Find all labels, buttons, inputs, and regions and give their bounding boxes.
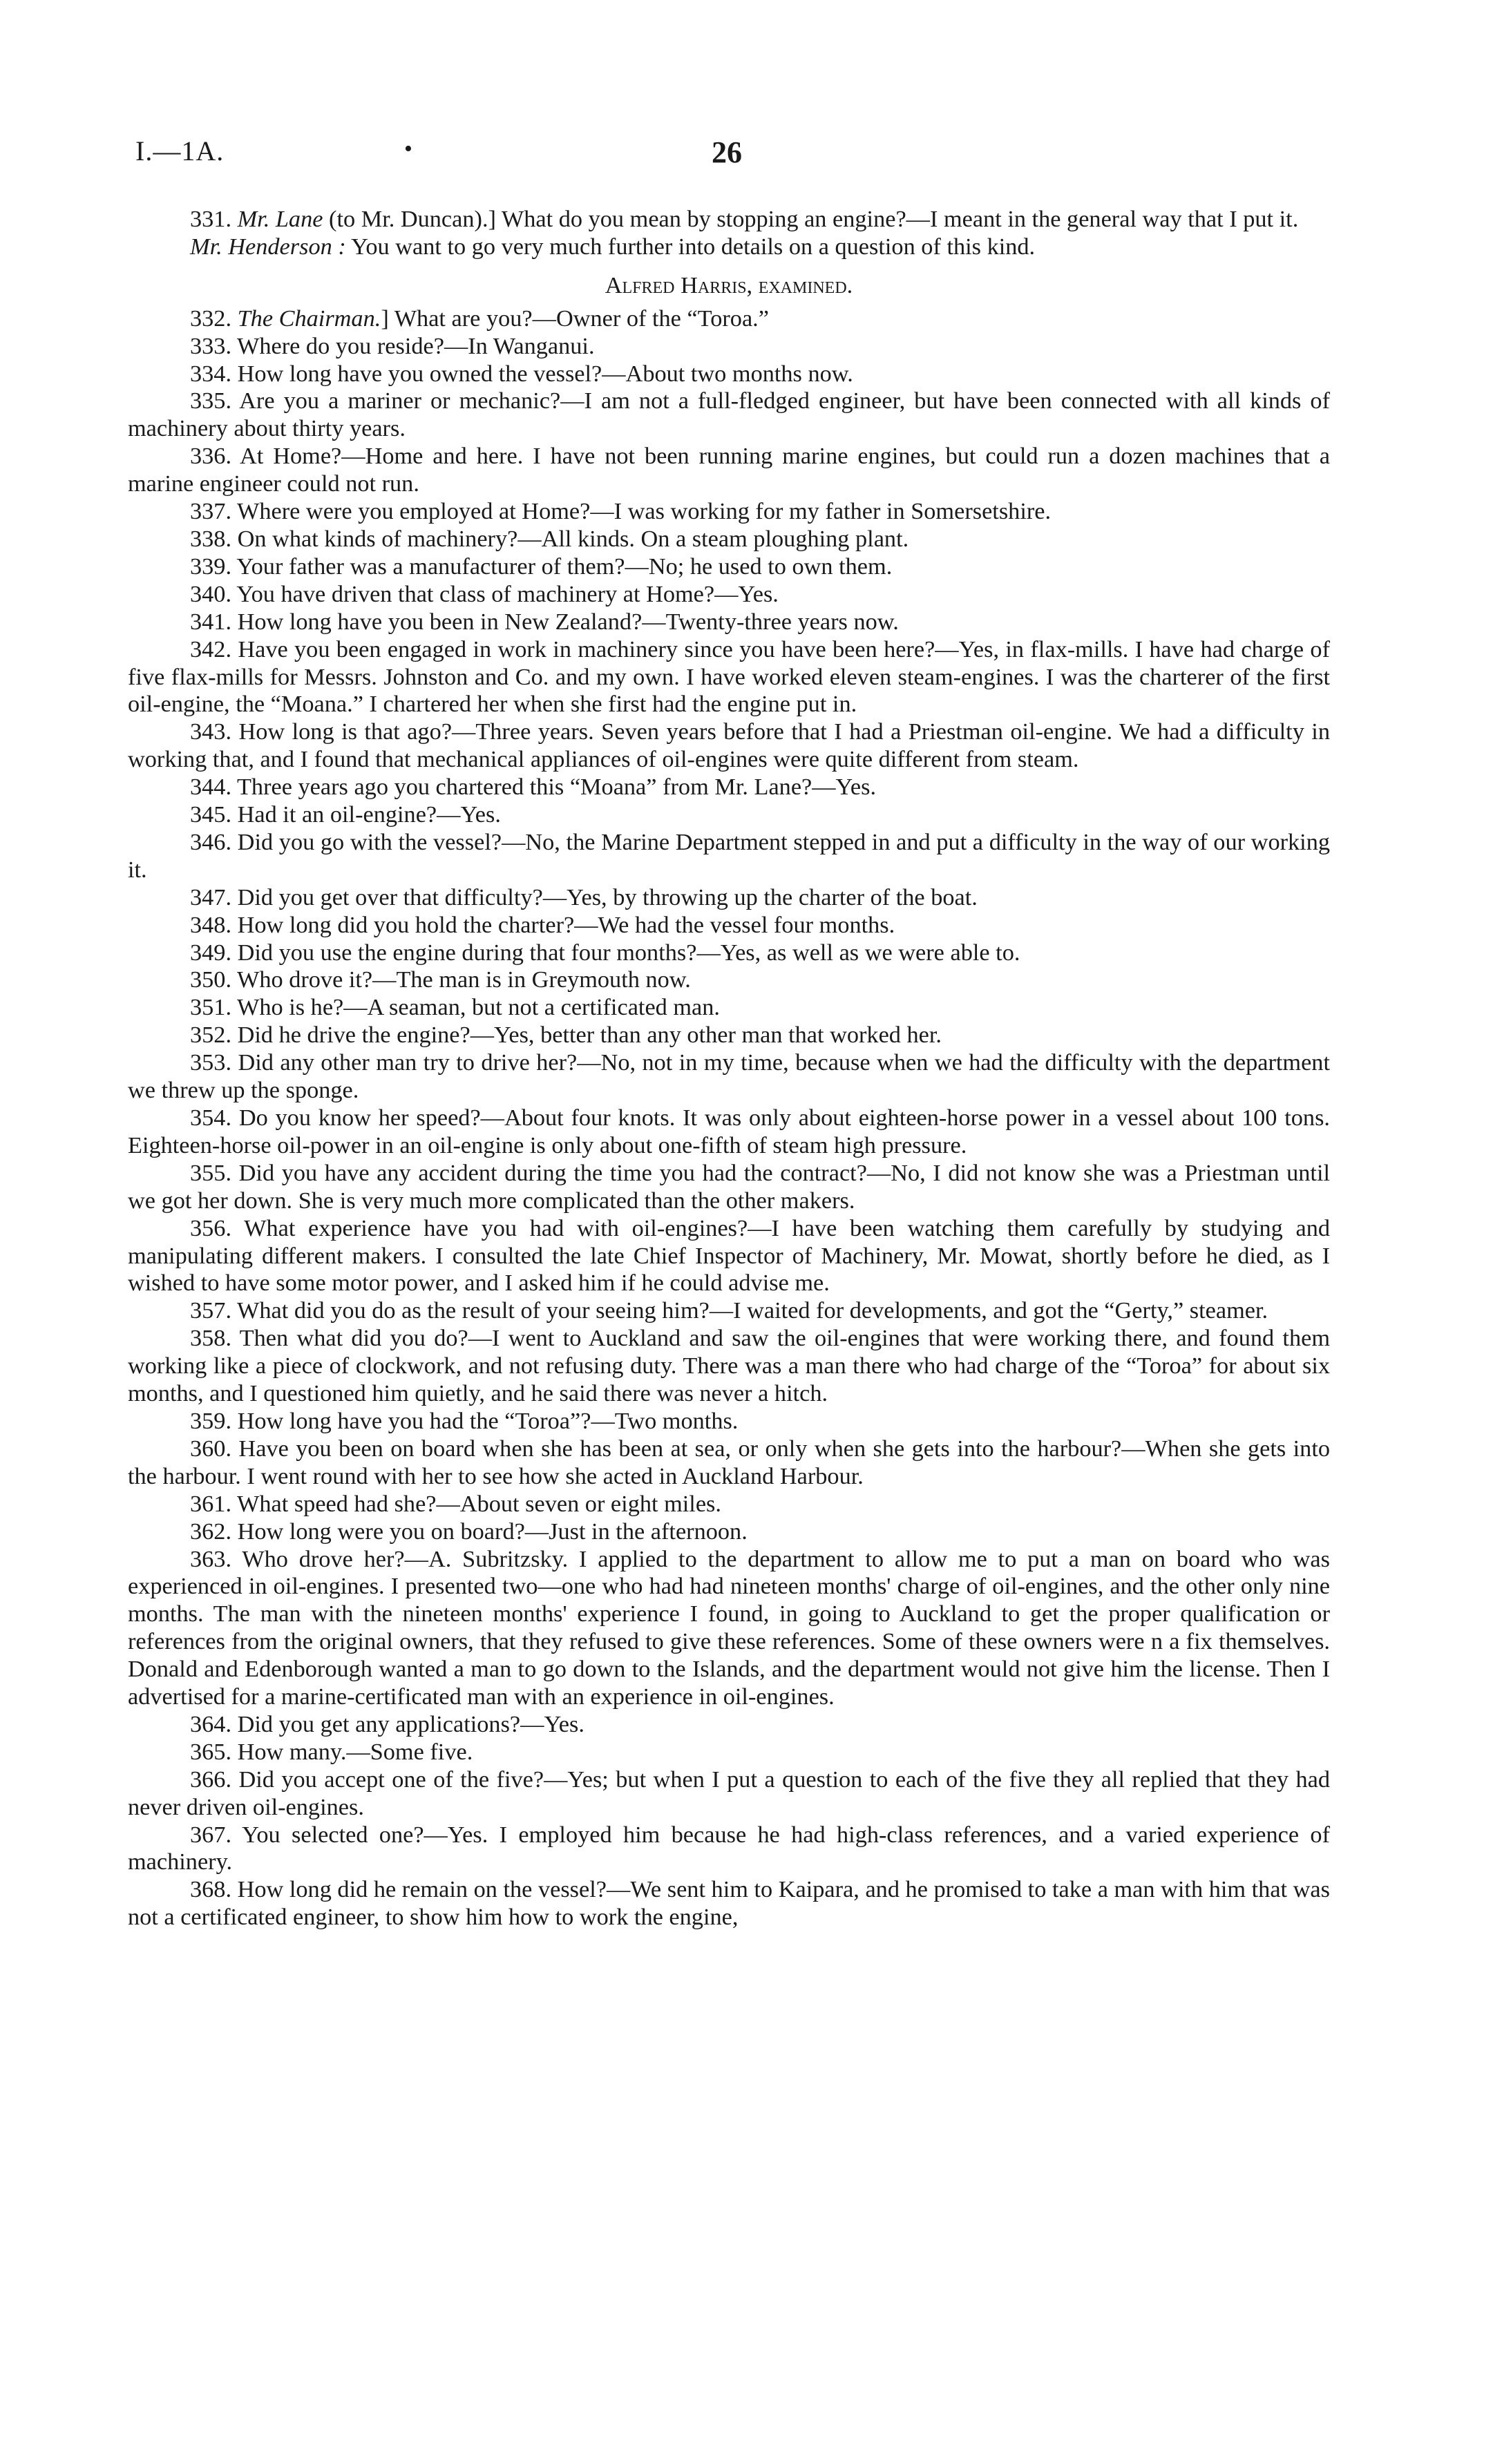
qa-paragraph: 353. Did any other man try to drive her?—No, not in my time, because when we had the difficulty with the department we threw up the sponge. <box>128 1049 1330 1104</box>
qa-paragraph: 362. How long were you on board?—Just in the afternoon. <box>190 1518 748 1545</box>
qa-paragraph: 341. How long have you been in New Zealand?—Twenty-three years now. <box>190 608 899 635</box>
paragraph-henderson <box>128 233 1330 261</box>
qa-paragraph: 344. Three years ago you chartered this “Moana” from Mr. Lane?—Yes. <box>190 774 877 801</box>
qa-paragraph: 358. Then what did you do?—I went to Auckland and saw the oil-engines that were working there, and found them working like a piece of clockwork, and not refusing duty. There was a man there who had charge of the “Toroa” for about six months, and I questioned him quietly, and he said there was never a hitch. <box>128 1325 1330 1407</box>
qa-paragraph: 345. Had it an oil-engine?—Yes. <box>190 801 501 828</box>
speaker-name: Mr. Henderson : <box>190 233 346 260</box>
page-number: 26 <box>712 135 742 169</box>
qa-paragraph: 339. Your father was a manufacturer of them?—No; he used to own them. <box>190 553 893 580</box>
qa-paragraph: 351. Who is he?—A seaman, but not a certificated man. <box>190 994 721 1021</box>
speaker-name: The Chairman. <box>237 305 381 332</box>
question-number: 331. <box>190 206 238 232</box>
paragraph-332 <box>128 305 1330 333</box>
qa-paragraph: 361. What speed had she?—About seven or eight miles. <box>190 1490 721 1517</box>
page-header <box>0 135 1493 176</box>
qa-paragraph: 360. Have you been on board when she has been at sea, or only when she gets into the harbour?—When she gets into the harbour. I went round with her to see how she acted in Auckland Harbour. <box>128 1435 1330 1489</box>
qa-paragraph: 368. How long did he remain on the vessel?—We sent him to Kaipara, and he promised to take a man with him that was not a certificated engineer, to show him how to work the engine, <box>128 1876 1330 1931</box>
qa-paragraph: 338. On what kinds of machinery?—All kinds. On a steam ploughing plant. <box>190 525 909 552</box>
qa-paragraph: 355. Did you have any accident during the time you had the contract?—No, I did not know she was a Priestman until we got her down. She is very much more complicated than the other makers. <box>128 1159 1330 1214</box>
question-answer-list <box>128 333 1330 1932</box>
qa-paragraph: 367. You selected one?—Yes. I employed him because he had high-class references, and a varied experience of machinery. <box>128 1821 1330 1875</box>
qa-paragraph: 348. How long did you hold the charter?—We had the vessel four months. <box>190 911 895 938</box>
qa-paragraph: 342. Have you been engaged in work in machinery since you have been here?—Yes, in flax-mills. I have had charge of five flax-mills for Messrs. Johnston and Co. and my own. I have worked eleven steam-engines. I was the charterer of the first oil-engine, the “Moana.” I chartered her when she first had the engine put in. <box>128 636 1330 718</box>
qa-paragraph: 350. Who drove it?—The man is in Greymouth now. <box>190 966 691 993</box>
qa-paragraph: 347. Did you get over that difficulty?—Yes, by throwing up the charter of the boat. <box>190 884 978 910</box>
qa-paragraph: 346. Did you go with the vessel?—No, the Marine Department stepped in and put a difficulty in the way of our working it. <box>128 828 1330 883</box>
document-reference: I.—1A. <box>135 135 225 166</box>
qa-paragraph: 357. What did you do as the result of your seeing him?—I waited for developments, and got the “Gerty,” steamer. <box>190 1297 1268 1324</box>
paragraph-text: ] What are you?—Owner of the “Toroa.” <box>381 305 769 332</box>
paragraph-331 <box>128 206 1330 233</box>
qa-paragraph: 336. At Home?—Home and here. I have not been running marine engines, but could run a dozen machines that a marine engineer could not run. <box>128 443 1330 497</box>
qa-paragraph: 334. How long have you owned the vessel?—About two months now. <box>190 360 853 387</box>
speaker-name: Mr. Lane <box>237 206 323 232</box>
qa-paragraph: 349. Did you use the engine during that four months?—Yes, as well as we were able to. <box>190 939 1020 966</box>
paragraph-text: You want to go very much further into details on a question of this kind. <box>345 233 1036 260</box>
qa-paragraph: 335. Are you a mariner or mechanic?—I am not a full-fledged engineer, but have been connected with all kinds of machinery about thirty years. <box>128 388 1330 442</box>
qa-paragraph: 354. Do you know her speed?—About four knots. It was only about eighteen-horse power in a vessel about 100 tons. Eighteen-horse oil-power in an oil-engine is only about one-fifth of steam high pressure. <box>128 1105 1330 1158</box>
qa-paragraph: 363. Who drove her?—A. Subritzsky. I applied to the department to allow me to put a man on board who was experienced in oil-engines. I presented two—one who had had nineteen months' charge of oil-engines, and the other only nine months. The man with the nineteen months' experience I found, in going to Auckland to get the proper qualification or references from the original owners, that they refused to give these references. Some of these owners were n a fix themselves. Donald and Edenborough wanted a man to go down to the Islands, and the department would not give him the license. Then I advertised for a marine-certificated man with an experience in oil-engines. <box>128 1545 1330 1710</box>
qa-paragraph: 359. How long have you had the “Toroa”?—Two months. <box>190 1407 739 1434</box>
qa-paragraph: 356. What experience have you had with oil-engines?—I have been watching them carefully by studying and manipulating different makers. I consulted the late Chief Inspector of Machinery, Mr. Mowat, shortly before he died, as I wished to have some motor power, and I asked him if he could advise me. <box>128 1214 1330 1297</box>
qa-paragraph: 333. Where do you reside?—In Wanganui. <box>190 332 595 359</box>
witness-heading: Alfred Harris, examined. <box>605 271 853 298</box>
paragraph-text: (to Mr. Duncan).] What do you mean by stopping an engine?—I meant in the general way that I put it. <box>323 206 1299 232</box>
qa-paragraph: 343. How long is that ago?—Three years. Seven years before that I had a Priestman oil-engine. We had a difficulty in working that, and I found that mechanical appliances of oil-engines were quite different from steam. <box>128 718 1330 773</box>
qa-paragraph: 337. Where were you employed at Home?—I was working for my father in Somersetshire. <box>190 498 1052 525</box>
qa-paragraph: 365. How many.—Some five. <box>190 1738 473 1765</box>
printer-mark: • <box>404 136 412 162</box>
page-body <box>128 206 1330 1931</box>
qa-paragraph: 366. Did you accept one of the five?—Yes; but when I put a question to each of the five they all replied that they had never driven oil-engines. <box>128 1766 1330 1820</box>
qa-paragraph: 364. Did you get any applications?—Yes. <box>190 1710 584 1737</box>
question-number: 332. <box>190 305 238 332</box>
qa-paragraph: 352. Did he drive the engine?—Yes, better than any other man that worked her. <box>190 1022 942 1049</box>
qa-paragraph: 340. You have driven that class of machinery at Home?—Yes. <box>190 580 779 607</box>
